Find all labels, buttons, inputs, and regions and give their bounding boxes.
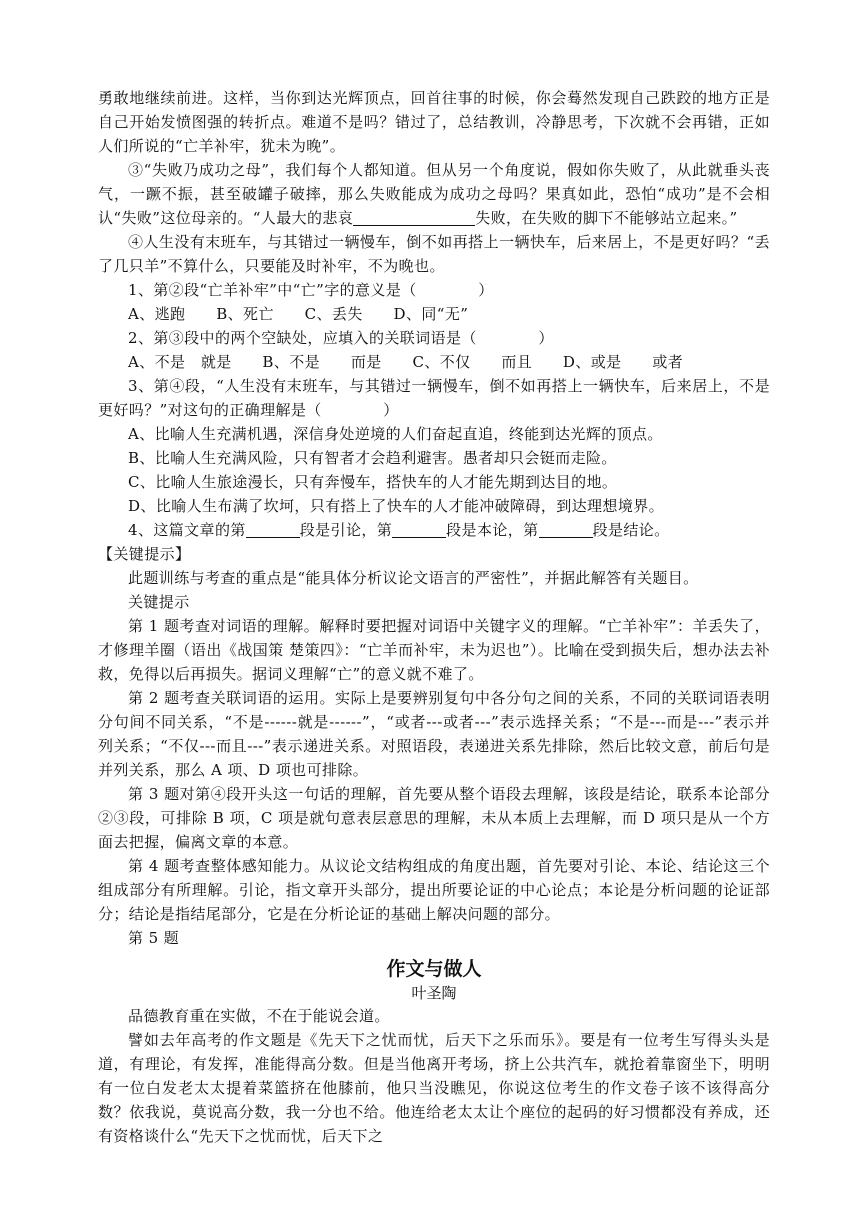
question-3-option-d: D、比喻人生布满了坎坷，只有搭上了快车的人才能冲破障碍，到达理想境界。: [128, 497, 665, 515]
essay-paragraph: 譬如去年高考的作文题是《先天下之忧而忧，后天下之乐而乐》。要是有一位考生写得头头是道，有理论，有发挥，准能得高分数。但是当他离开考场，挤上公共汽车，就抢着靠窗坐下，明明有一位白发老太太提着菜篮挤在他膝前，他只当没瞧见，你说这位考生的作文卷子该不该得高分数？依我说，莫说高分数，我一分也不给。他连给老太太让个座位的起码的好习惯都没有养成，还有资格谈什么“先天下之忧而忧，后天下之: [98, 1031, 770, 1145]
hint-question-4: 第 4 题考查整体感知能力。从议论文结构组成的角度出题，首先要对引论、本论、结论这三个组成部分有所理解。引论，指文章开头部分，提出所要论证的中心论点；本论是分析问题的论证部分；结论是指结尾部分，它是在分析论证的基础上解决问题的部分。: [98, 857, 770, 923]
question-3-option-a: A、比喻人生充满机遇，深信身处逆境的人们奋起直追，终能到达光辉的顶点。: [128, 425, 663, 443]
document-page: [98, 86, 770, 1148]
fill-blank[interactable]: [392, 521, 446, 538]
question-2-options: A、不是 就是 B、不是 而是 C、不仅 而且 D、或是 或者: [128, 353, 684, 371]
question-4-part2: 段是引论，第: [299, 521, 393, 539]
fill-blank[interactable]: [539, 521, 593, 538]
paragraph-4: ④人生没有末班车，与其错过一辆慢车，倒不如再搭上一辆快车，后来居上，不是更好吗？“丢了几只羊”不算什么，只要能及时补牢，不为晚也。: [98, 233, 770, 275]
question-1: 1、第②段“亡羊补牢”中“亡”字的意义是（ ）: [128, 281, 494, 299]
paragraph-3-tail: 失败，在失败的脚下不能够站立起来。”: [475, 209, 738, 227]
hint-question-3: 第 3 题对第④段开头这一句话的理解，首先要从整个语段去理解，该段是结论，联系本论部分②③段，可排除 B 项，C 项是就句意表层意思的理解，未从本质上去理解，而 D 项只是从一个方面去把握，偏离文章的本意。: [98, 785, 770, 851]
question-4-text: 4、这篇文章的第: [128, 521, 246, 539]
essay-author: 叶圣陶: [411, 984, 457, 1002]
question-2: 2、第③段中的两个空缺处，应填入的关联词语是（ ）: [128, 329, 554, 347]
question-4: [98, 518, 770, 542]
fill-blank[interactable]: [353, 209, 475, 226]
question-3: 3、第④段，“人生没有末班车，与其错过一辆慢车，倒不如再搭上一辆快车，后来居上，不是更好吗？”对这句的正确理解是（ ）: [98, 377, 770, 419]
hint-question-2: 第 2 题考查关联词语的运用。实际上是要辨别复句中各分句之间的关系，不同的关联词语表明分句间不同关系，“不是------就是------”，“或者---或者---”表示选择关系；“不是---而是---”表示并列关系；“不仅---而且---”表示递进关系。对照语段，表递进关系先排除，然后比较文意，前后句是并列关系，那么 A 项、D 项也可排除。: [98, 689, 770, 779]
key-hint-subheading: 关键提示: [128, 593, 190, 611]
paragraph-3: [98, 158, 770, 230]
question-3-option-c: C、比喻人生旅途漫长，只有奔慢车，搭快车的人才能先期到达目的地。: [128, 473, 618, 491]
key-hint-intro: 此题训练与考查的重点是“能具体分析议论文语言的严密性”，并据此解答有关题目。: [128, 569, 699, 587]
essay-title: 作文与做人: [386, 958, 482, 980]
question-4-part4: 段是结论。: [592, 521, 670, 539]
question-5-label: 第 5 题: [128, 929, 180, 947]
paragraph-continuation: 勇敢地继续前进。这样，当你到达光辉顶点，回首往事的时候，你会蓦然发现自己跌跤的地方正是自己开始发愤图强的转折点。难道不是吗？错过了，总结教训，冷静思考，下次就不会再错，正如人们所说的“亡羊补牢，犹未为晚”。: [98, 89, 770, 155]
key-hint-heading: 【关键提示】: [98, 545, 191, 563]
fill-blank[interactable]: [246, 521, 300, 538]
question-1-options: A、逃跑 B、死亡 C、丢失 D、同“无”: [128, 305, 469, 323]
hint-question-1: 第 1 题考查对词语的理解。解释时要把握对词语中关键字义的理解。“亡羊补牢”：羊丢失了，才修理羊圈（语出《战国策 楚策四》：“亡羊而补牢，未为迟也”）。比喻在受到损失后，想办法去补救，免得以后再损失。据词义理解“亡”的意义就不难了。: [98, 617, 770, 683]
question-3-option-b: B、比喻人生充满风险，只有智者才会趋利避害。愚者却只会铤而走险。: [128, 449, 617, 467]
essay-paragraph: 品德教育重在实做，不在于能说会道。: [128, 1007, 390, 1025]
paragraph-3-text: ③“失败乃成功之母”，我们每个人都知道。但从另一个角度说，假如你失败了，从此就垂头丧气，一蹶不振，甚至破罐子破摔，那么失败能成为成功之母吗？果真如此，恐怕“成功”是不会相认“失败”这位母亲的。“人最大的悲哀: [98, 161, 770, 227]
question-4-part3: 段是本论，第: [446, 521, 539, 539]
